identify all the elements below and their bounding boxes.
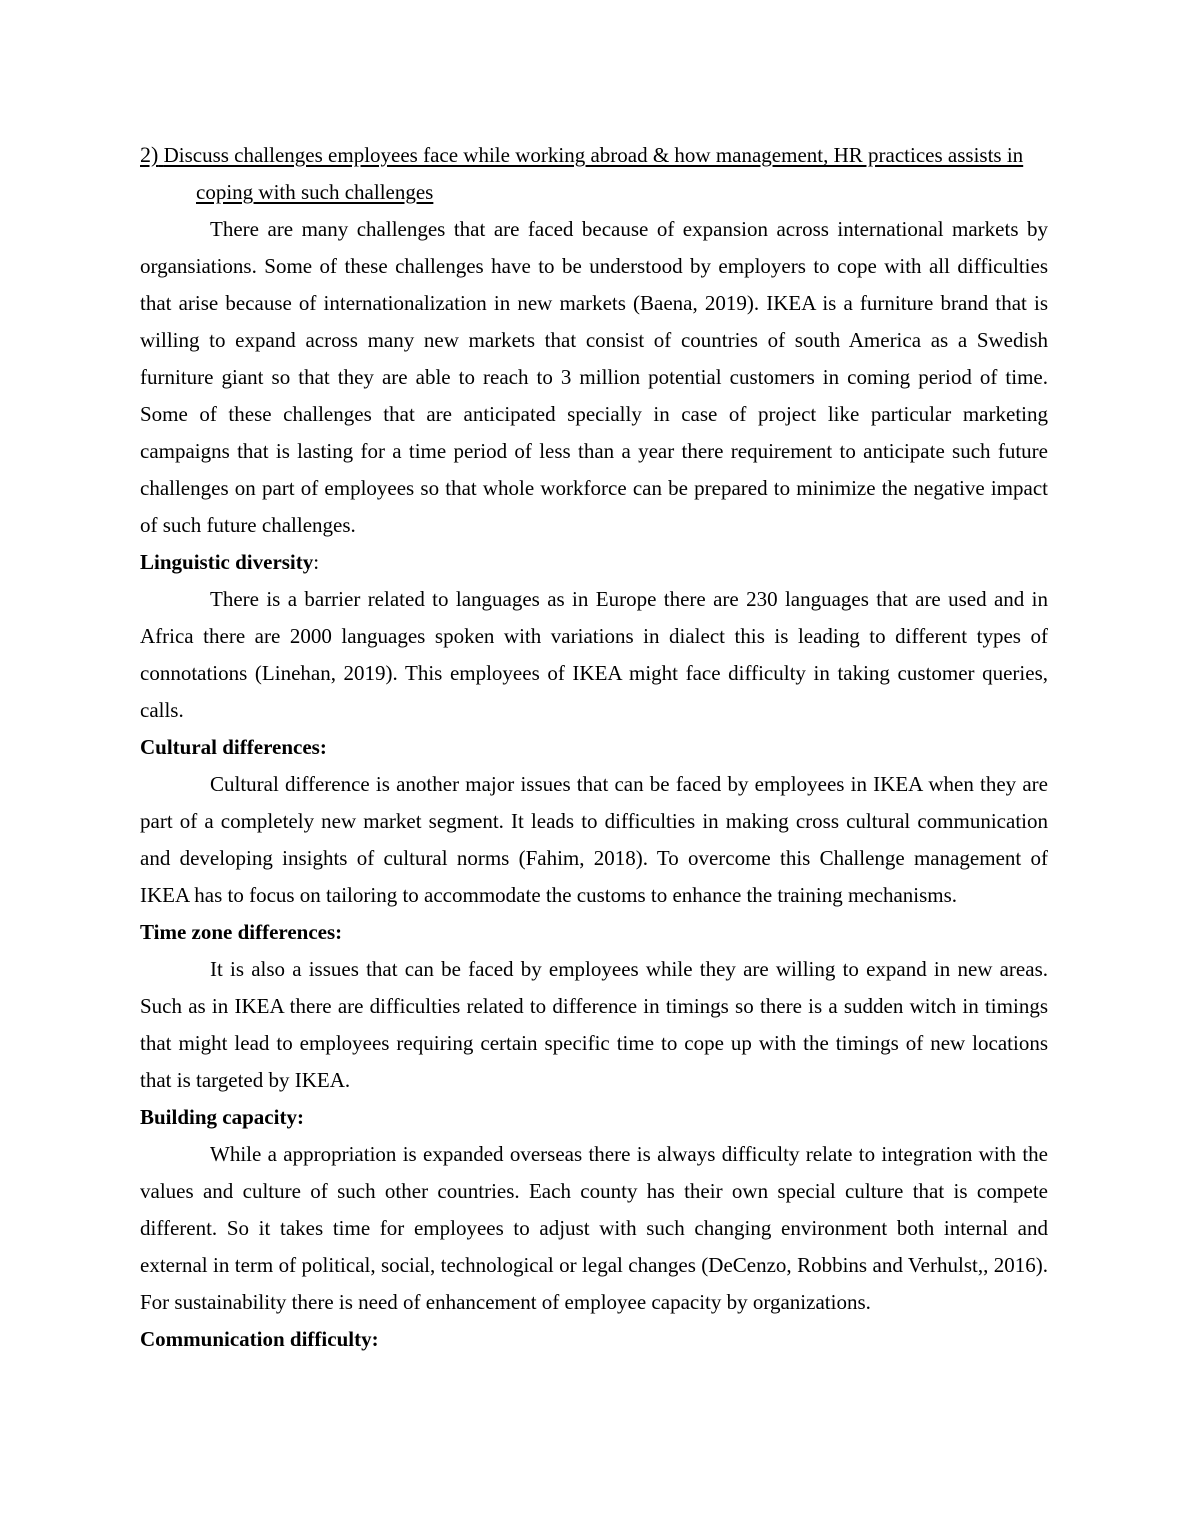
section-body-cultural-differences: Cultural difference is another major issues that can be faced by employees in IKEA when they are part of a completely new market segment. It leads to difficulties in making cross cultural communication and developing insights of cultural norms (Fahim, 2018). To overcome this Challenge management of IKEA has to focus on tailoring to accommodate the customs to enhance the training mechanisms.	[140, 772, 1048, 907]
section-title: Communication difficulty:	[140, 1327, 379, 1351]
heading-number: 2)	[140, 142, 159, 167]
intro-paragraph: There are many challenges that are faced because of expansion across international markets by organsiations. Some of these challenges have to be understood by employers to cope with all difficulties that arise because of internationalization in new markets (Baena, 2019). IKEA is a furniture brand that is willing to expand across many new markets that consist of countries of south America as a Swedish furniture giant so that they are able to reach to 3 million potential customers in coming period of time. Some of these challenges that are anticipated specially in case of project like particular marketing campaigns that is lasting for a time period of less than a year there requirement to anticipate such future challenges on part of employees so that whole workforce can be prepared to minimize the negative impact of such future challenges.	[140, 217, 1048, 537]
section-heading-building-capacity	[140, 1099, 1048, 1136]
section-title: Cultural differences:	[140, 735, 327, 759]
question-heading	[140, 136, 1048, 211]
section-body-time-zone-differences: It is also a issues that can be faced by employees while they are willing to expand in new areas. Such as in IKEA there are difficulties related to difference in timings so there is a sudden witch in timings that might lead to employees requiring certain specific time to cope up with the timings of new locations that is targeted by IKEA.	[140, 957, 1048, 1092]
section-body-building-capacity: While a appropriation is expanded overseas there is always difficulty relate to integration with the values and culture of such other countries. Each county has their own special culture that is compete different. So it takes time for employees to adjust with such changing environment both internal and external in term of political, social, technological or legal changes (DeCenzo, Robbins and Verhulst,, 2016). For sustainability there is need of enhancement of employee capacity by organizations.	[140, 1142, 1048, 1314]
section-body-linguistic-diversity: There is a barrier related to languages as in Europe there are 230 languages that are used and in Africa there are 2000 languages spoken with variations in dialect this is leading to different types of connotations (Linehan, 2019). This employees of IKEA might face difficulty in taking customer queries, calls.	[140, 587, 1048, 722]
section-heading-cultural-differences	[140, 729, 1048, 766]
section-title: Linguistic diversity	[140, 550, 314, 574]
section-title: Time zone differences:	[140, 920, 343, 944]
section-heading-time-zone-differences	[140, 914, 1048, 951]
document-page	[140, 136, 1048, 1358]
section-title-suffix: :	[313, 550, 320, 574]
section-heading-communication-difficulty	[140, 1321, 1048, 1358]
section-title: Building capacity:	[140, 1105, 304, 1129]
heading-text: Discuss challenges employees face while working abroad & how management, HR practices assists in coping with such challenges	[163, 143, 1024, 204]
section-heading-linguistic-diversity	[140, 544, 1048, 581]
